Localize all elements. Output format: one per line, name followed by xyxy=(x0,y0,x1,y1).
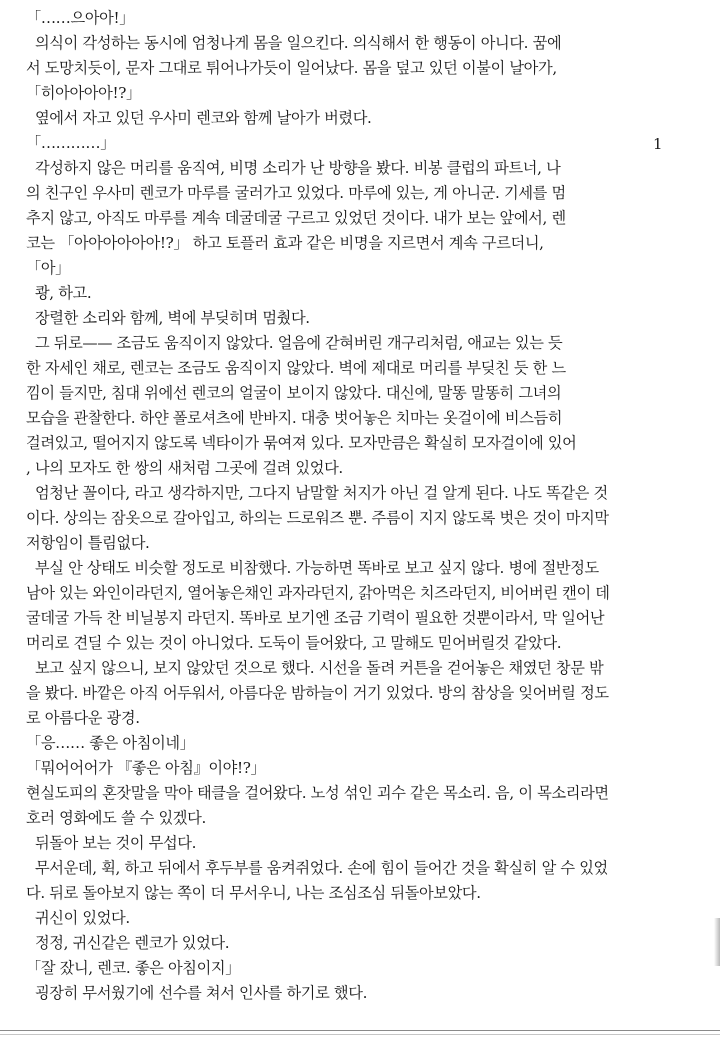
text-line: 저항임이 틀림없다. xyxy=(26,534,150,552)
text-line: 남아 있는 와인이라던지, 열어놓은채인 과자라던지, 갉아먹은 치즈라던지, 비어버린 캔이 데 xyxy=(26,584,610,602)
text-line: 굉장히 무서웠기에 선수를 쳐서 인사를 하기로 했다. xyxy=(26,984,368,1002)
text-line: 서 도망치듯이, 문자 그대로 튀어나가듯이 일어났다. 몸을 덮고 있던 이불이 날아가, xyxy=(26,59,557,77)
text-line: 「……으아아!」 xyxy=(26,9,135,27)
text-line: 현실도피의 혼잣말을 막아 태클을 걸어왔다. 노성 섞인 괴수 같은 목소리. 음, 이 목소리라면 xyxy=(26,784,609,802)
text-line: 을 봤다. 바깥은 아직 어두워서, 아름다운 밤하늘이 거기 있었다. 방의 참상을 잊어버릴 정도 xyxy=(26,684,609,702)
text-line: 「아」 xyxy=(26,259,70,277)
text-line: 모습을 관찰한다. 하얀 폴로셔츠에 반바지. 대충 벗어놓은 치마는 옷걸이에 비스듬히 xyxy=(26,409,563,427)
bottom-page-edge xyxy=(0,1030,720,1031)
text-line: 「…………」 xyxy=(26,134,116,152)
text-line: 엄청난 꼴이다, 라고 생각하지만, 그다지 남말할 처지가 아닌 걸 알게 된다. 나도 똑같은 것 xyxy=(26,484,608,502)
text-line: 무서운데, 휙, 하고 뒤에서 후두부를 움켜쥐었다. 손에 힘이 들어간 것을 확실히 알 수 있었 xyxy=(26,859,608,877)
text-line: 머리로 견딜 수 있는 것이 아니었다. 도둑이 들어왔다, 고 말해도 믿어버릴것 같았다. xyxy=(26,634,562,652)
text-line: 부실 안 상태도 비슷할 정도로 비참했다. 가능하면 똑바로 보고 싶지 않다. 병에 절반정도 xyxy=(26,559,599,577)
text-line: 굴데굴 가득 찬 비닐봉지 라던지. 똑바로 보기엔 조금 기력이 필요한 것뿐이라서, 막 일어난 xyxy=(26,609,605,627)
text-line: 호러 영화에도 쓸 수 있겠다. xyxy=(26,809,206,827)
text-line: 걸려있고, 떨어지지 않도록 넥타이가 묶여져 있다. 모자만큼은 확실히 모자걸이에 있어 xyxy=(26,434,577,452)
text-line: 뒤돌아 보는 것이 무섭다. xyxy=(26,834,197,852)
page-number: 1 xyxy=(653,135,663,153)
text-line: 코는 「아아아아아아!?」 하고 토플러 효과 같은 비명을 지르면서 계속 구르더니, xyxy=(26,234,544,252)
text-line: 그 뒤로—— 조금도 움직이지 않았다. 얼음에 갇혀버린 개구리처럼, 애교는 있는 듯 xyxy=(26,334,563,352)
text-line: 로 아름다운 광경. xyxy=(26,709,140,727)
text-line: 낌이 들지만, 침대 위에선 렌코의 얼굴이 보이지 않았다. 대신에, 말똥 말똥히 그녀의 xyxy=(26,384,562,402)
text-line: 옆에서 자고 있던 우사미 렌코와 함께 날아가 버렸다. xyxy=(26,109,372,127)
text-line: 각성하지 않은 머리를 움직여, 비명 소리가 난 방향을 봤다. 비봉 클럽의 파트너, 나 xyxy=(26,159,561,177)
text-line: 귀신이 있었다. xyxy=(26,909,130,927)
text-line: 다. 뒤로 돌아보지 않는 쪽이 더 무서우니, 나는 조심조심 뒤돌아보았다. xyxy=(26,884,481,902)
text-line: 「잘 잤니, 렌코. 좋은 아침이지」 xyxy=(26,959,241,977)
text-line: 추지 않고, 아직도 마루를 계속 데굴데굴 구르고 있었던 것이다. 내가 보는 앞에서, 렌 xyxy=(26,209,566,227)
text-line: 쾅, 하고. xyxy=(26,284,92,302)
text-line: 보고 싶지 않으니, 보지 않았던 것으로 했다. 시선을 돌려 커튼을 걷어놓은 채였던 창문 밖 xyxy=(26,659,604,677)
text-line: 「응…… 좋은 아침이네」 xyxy=(26,734,195,752)
text-line: 정정, 귀신같은 렌코가 있었다. xyxy=(26,934,230,952)
text-line: 「히아아아아!?」 xyxy=(26,84,141,102)
text-line: 「뭐어어어가 『좋은 아침』이야!?」 xyxy=(26,759,266,777)
text-line: 의 친구인 우사미 렌코가 마루를 굴러가고 있었다. 마루에 있는, 게 아니군. 기세를 멈 xyxy=(26,184,566,202)
bottom-page-edge-shadow xyxy=(0,1034,720,1035)
scan-edge-shadow xyxy=(714,918,720,966)
text-line: 한 자세인 채로, 렌코는 조금도 움직이지 않았다. 벽에 제대로 머리를 부딪친 듯 한 느 xyxy=(26,359,566,377)
text-line: , 나의 모자도 한 쌍의 새처럼 그곳에 걸려 있었다. xyxy=(26,459,343,477)
text-line: 의식이 각성하는 동시에 엄청나게 몸을 일으킨다. 의식해서 한 행동이 아니다. 꿈에 xyxy=(26,34,562,52)
text-line: 이다. 상의는 잠옷으로 갈아입고, 하의는 드로워즈 뿐. 주름이 지지 않도록 벗은 것이 마지막 xyxy=(26,509,609,527)
text-line: 장렬한 소리와 함께, 벽에 부딪히며 멈췄다. xyxy=(26,309,310,327)
